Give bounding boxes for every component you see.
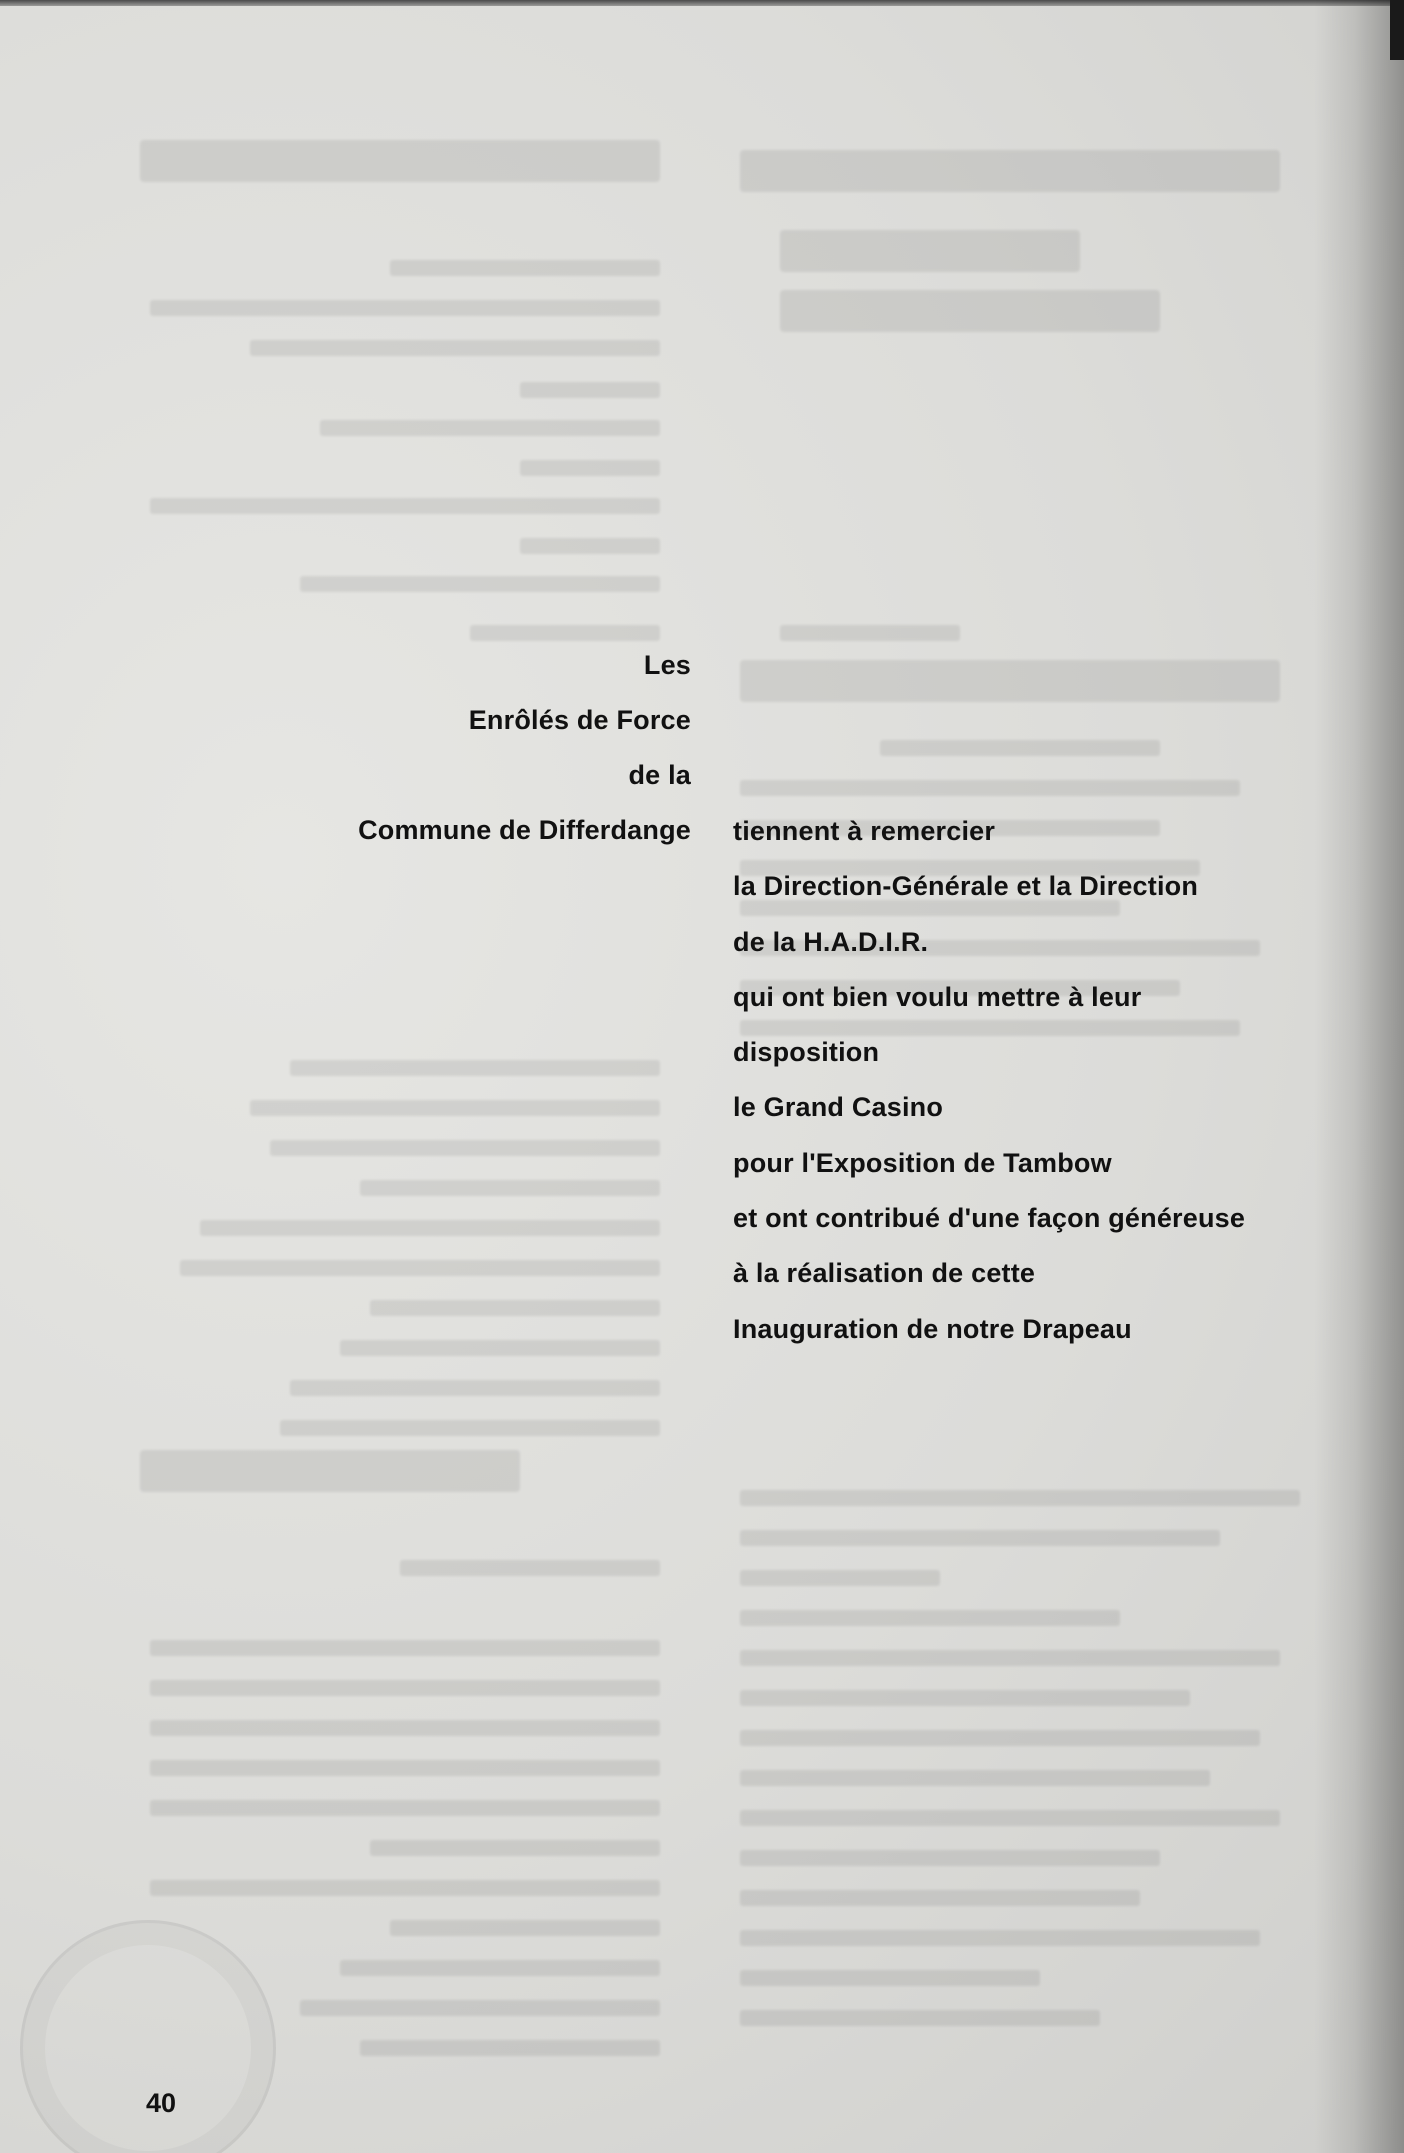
acknowledgement-line: la Direction-Générale et la Direction	[733, 871, 1199, 902]
acknowledgement-line: Inauguration de notre Drapeau	[733, 1313, 1132, 1344]
sender-line: de la	[628, 760, 691, 790]
binding-shadow	[1314, 0, 1404, 2153]
sender-block	[358, 638, 691, 858]
acknowledgement-block	[733, 804, 1245, 1357]
sender-line: Les	[643, 650, 691, 680]
acknowledgement-line: tiennent à remercier	[733, 816, 996, 846]
acknowledgement-line: le Grand Casino	[733, 1092, 944, 1123]
page-top-edge	[0, 0, 1404, 6]
sender-line: Enrôlés de Force	[468, 705, 691, 735]
acknowledgement-line: pour l'Exposition de Tambow	[733, 1147, 1112, 1178]
acknowledgement-line: et ont contribué d'une façon généreuse	[733, 1203, 1246, 1234]
acknowledgement-line: de la H.A.D.I.R.	[733, 926, 929, 957]
page-number: 40	[146, 2088, 177, 2118]
acknowledgement-line: qui ont bien voulu mettre à leur	[733, 981, 1142, 1012]
sender-line: Commune de Differdange	[358, 815, 691, 845]
binding-corner	[1390, 0, 1404, 60]
acknowledgement-line: à la réalisation de cette	[733, 1258, 1036, 1289]
acknowledgement-line: disposition	[733, 1037, 880, 1068]
